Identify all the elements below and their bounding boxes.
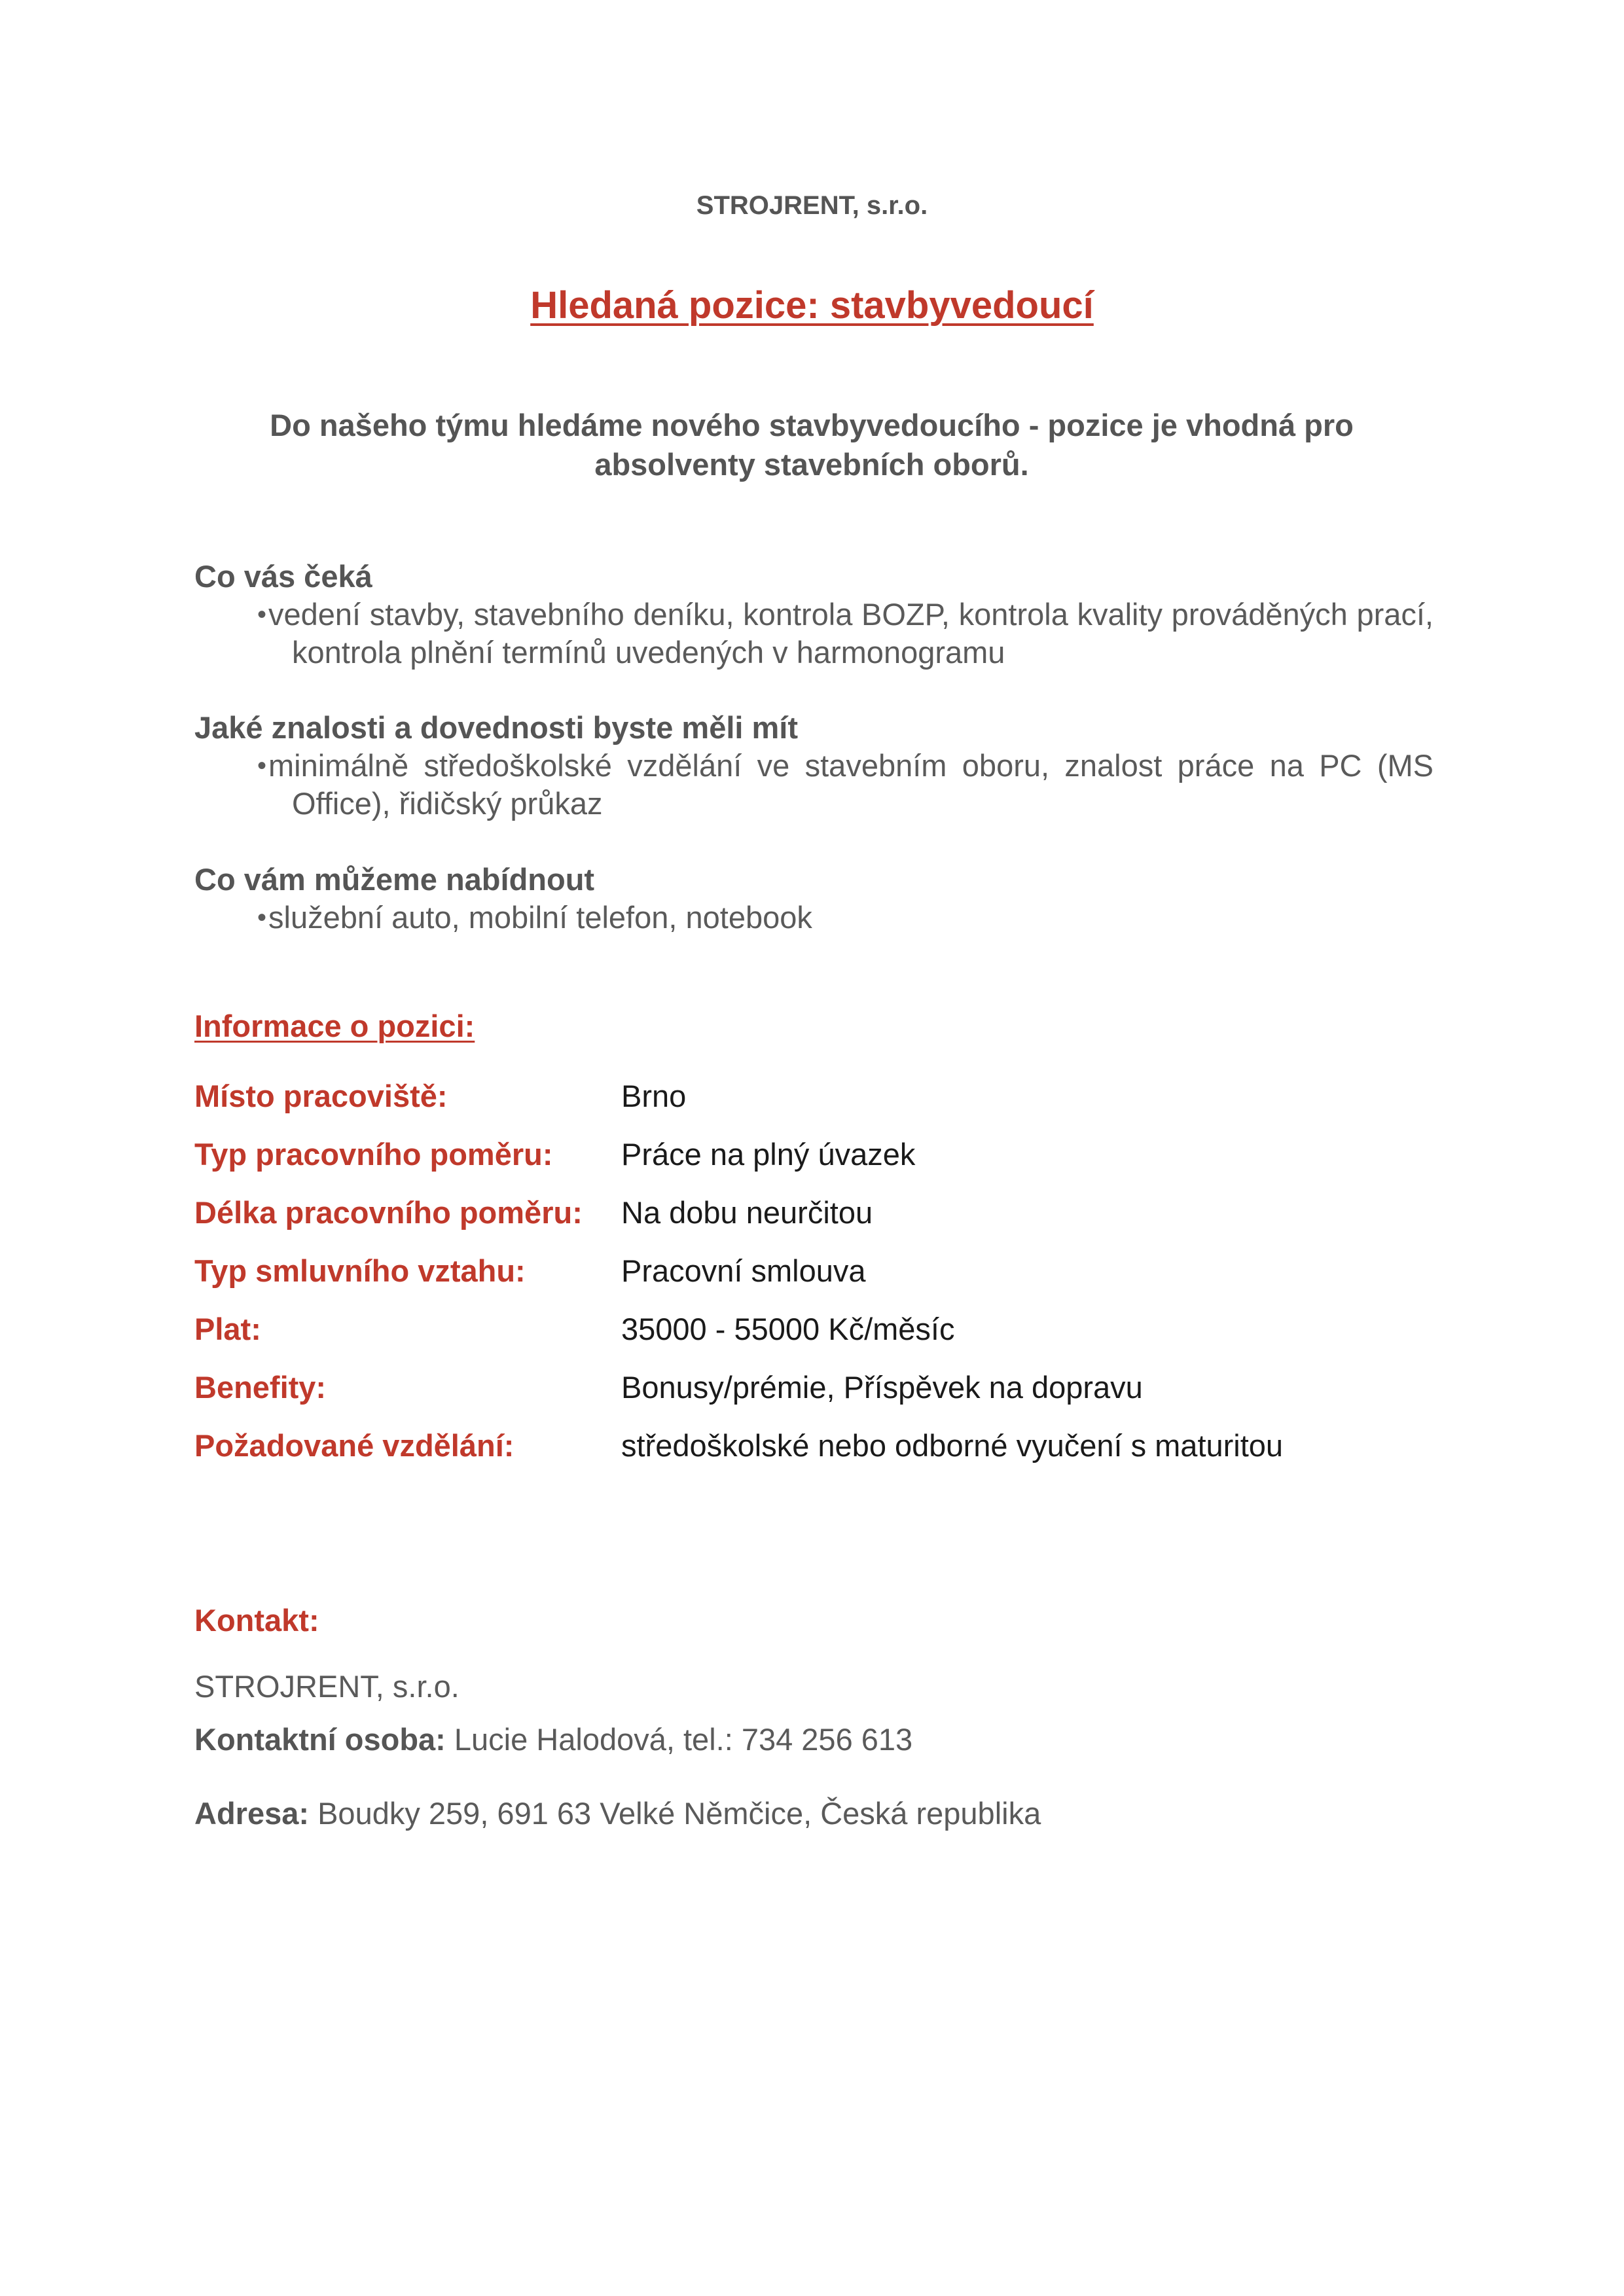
- info-value: Brno: [621, 1079, 687, 1113]
- intro-text: [196, 406, 1427, 484]
- bullet-text: služební auto, mobilní telefon, notebook: [268, 900, 812, 935]
- contact-person-label: Kontaktní osoba:: [194, 1722, 446, 1757]
- info-row-employment-type: [194, 1136, 1438, 1175]
- page-title: Hledaná pozice: stavbyvedoucí: [530, 284, 1094, 327]
- contact-address-value: Boudky 259, 691 63 Velké Němčice, Česká republika: [317, 1796, 1041, 1831]
- bullet-dot-icon: •: [257, 751, 267, 780]
- company-header: STROJRENT, s.r.o.: [696, 191, 928, 220]
- info-label: Typ smluvního vztahu:: [194, 1253, 526, 1288]
- info-value: 35000 - 55000 Kč/měsíc: [621, 1312, 955, 1346]
- contact-address-label: Adresa:: [194, 1796, 310, 1831]
- intro-line-2: absolventy stavebních oborů.: [594, 447, 1029, 482]
- info-value: Práce na plný úvazek: [621, 1137, 916, 1172]
- section-bullet-what-awaits: [257, 596, 1434, 672]
- bullet-dot-icon: •: [257, 600, 267, 629]
- info-label: Požadované vzdělání:: [194, 1428, 514, 1463]
- section-bullet-skills: [257, 747, 1434, 823]
- bullet-dot-icon: •: [257, 903, 267, 932]
- info-row-contract-type: [194, 1253, 1438, 1292]
- info-row-location: [194, 1078, 1438, 1117]
- contact-heading: Kontakt:: [194, 1603, 319, 1638]
- contact-company: STROJRENT, s.r.o.: [194, 1669, 460, 1704]
- intro-line-1: Do našeho týmu hledáme nového stavbyvedoucího - pozice je vhodná pro: [270, 408, 1354, 442]
- bullet-text: vedení stavby, stavebního deníku, kontrola BOZP, kontrola kvality prováděných prací, kontrola plnění termínů uvedených v harmonogramu: [268, 597, 1434, 670]
- bullet-text: minimálně středoškolské vzdělání ve stavebním oboru, znalost práce na PC (MS Office), řidičský průkaz: [268, 748, 1434, 821]
- info-value: Bonusy/prémie, Příspěvek na dopravu: [621, 1370, 1143, 1405]
- contact-address: [194, 1795, 1041, 1831]
- info-label: Benefity:: [194, 1370, 327, 1405]
- contact-person-value: Lucie Halodová, tel.: 734 256 613: [454, 1722, 913, 1757]
- info-row-benefits: [194, 1369, 1438, 1408]
- contact-person: [194, 1721, 912, 1757]
- info-label: Typ pracovního poměru:: [194, 1137, 553, 1172]
- info-heading: Informace o pozici:: [194, 1009, 475, 1043]
- section-heading-skills: Jaké znalosti a dovednosti byste měli mít: [194, 710, 799, 745]
- section-heading-what-awaits: Co vás čeká: [194, 559, 372, 594]
- section-heading-offer: Co vám můžeme nabídnout: [194, 862, 595, 897]
- info-value: středoškolské nebo odborné vyučení s maturitou: [621, 1428, 1284, 1463]
- info-row-employment-length: [194, 1194, 1438, 1234]
- section-bullet-offer: [257, 899, 1434, 937]
- info-row-salary: [194, 1311, 1438, 1350]
- info-label: Délka pracovního poměru:: [194, 1195, 583, 1230]
- info-label: Místo pracoviště:: [194, 1079, 448, 1113]
- info-value: Na dobu neurčitou: [621, 1195, 873, 1230]
- info-row-education: [194, 1427, 1438, 1467]
- info-value: Pracovní smlouva: [621, 1253, 866, 1288]
- info-label: Plat:: [194, 1312, 261, 1346]
